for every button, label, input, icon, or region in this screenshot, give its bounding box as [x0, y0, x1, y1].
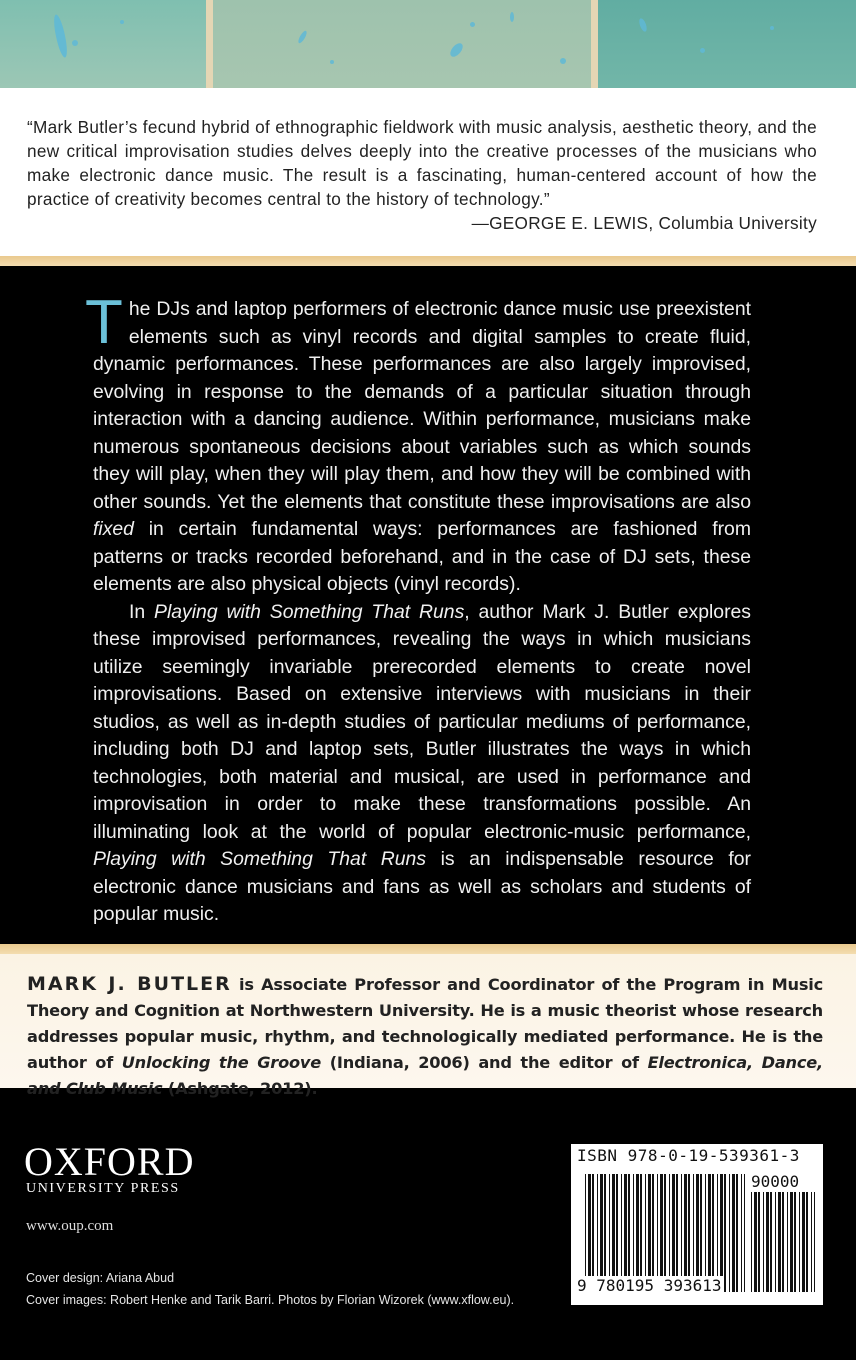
- barcode-bar: [621, 1174, 622, 1292]
- barcode-bar: [782, 1192, 784, 1292]
- barcode-bar: [758, 1192, 760, 1292]
- cover-images-credit: Cover images: Robert Henke and Tarik Barri. Photos by Florian Wizorek (www.xflow.eu).: [26, 1293, 515, 1307]
- barcode-bar: [628, 1174, 630, 1292]
- barcode-bar: [657, 1174, 658, 1292]
- barcode-bar: [688, 1174, 690, 1292]
- book-title: Playing with Something That Runs: [93, 848, 427, 870]
- barcode-bar: [763, 1192, 764, 1292]
- barcode-bar: [609, 1174, 610, 1292]
- barcode-bar: [799, 1192, 800, 1292]
- paint-splash: [770, 26, 774, 30]
- author-bio: [27, 971, 823, 1102]
- description-paragraph-1: [85, 288, 751, 599]
- cover-design-credit: Cover design: Ariana Abud: [26, 1271, 175, 1285]
- book-title: Unlocking the Groove: [121, 1053, 322, 1072]
- barcode-bar: [811, 1192, 812, 1292]
- barcode-bar: [744, 1174, 745, 1292]
- drop-cap: T: [85, 288, 123, 357]
- barcode-bar: [814, 1192, 815, 1292]
- barcode-bar: [794, 1192, 796, 1292]
- isbn-barcode: [571, 1144, 823, 1305]
- quote-attribution: —GEORGE E. LEWIS, Columbia University: [471, 213, 817, 233]
- barcode-bar: [724, 1174, 726, 1292]
- quote-text: “Mark Butler’s fecund hybrid of ethnographic fieldwork with music analysis, aesthetic theory, and the new critical improvisation studies delves deeply into the creative processes of the musicians who make electronic dance music. The result is a fascinating, human-centered account of how the practice of creativity becomes central to the history of technology.”: [27, 117, 817, 209]
- barcode-bar: [592, 1174, 594, 1292]
- barcode-bar: [802, 1192, 805, 1292]
- description-text: In: [129, 600, 155, 623]
- barcode-bar: [664, 1174, 666, 1292]
- barcode-bar: [624, 1174, 627, 1292]
- paint-splash: [120, 20, 124, 24]
- panel-divider: [591, 0, 598, 88]
- bio-text: is Associate Professor and Coordinator of the Program in Music Theory and Cognition at Northwestern University. He is a music theorist whose research addresses popular music, rhythm, and technologically mediated performance. He is the author of: [27, 975, 823, 1072]
- barcode-bar: [588, 1174, 591, 1292]
- description-text: he DJs and laptop performers of electronic dance music use preexistent elements such as vinyl records and digital samples to create fluid, dynamic performances. These performances are also largely improvised, evolving in response to the demands of a particular situation through interaction with a dancing audience. Within performance, musicians make numerous spontaneous decisions about variables such as which sounds they will play, when they will play them, and how they will be combined with other sounds. Yet the elements that constitute these improvisations are also: [93, 298, 751, 513]
- cover-image-band: [0, 0, 856, 88]
- barcode-bar: [693, 1174, 694, 1292]
- barcode-bar: [806, 1192, 808, 1292]
- barcode-bar: [790, 1192, 793, 1292]
- barcode-bar: [729, 1174, 730, 1292]
- barcode-bar: [684, 1174, 687, 1292]
- decorative-strip: [0, 256, 856, 266]
- barcode-bar: [787, 1192, 788, 1292]
- barcode-bar: [778, 1192, 781, 1292]
- barcode-bar: [751, 1192, 752, 1292]
- price-code: 90000: [751, 1172, 800, 1191]
- ean-number: 9 780195 393613: [577, 1276, 722, 1295]
- barcode-bars: [585, 1174, 745, 1292]
- book-title: Playing with Something That Runs: [154, 600, 465, 623]
- barcode-bar: [600, 1174, 603, 1292]
- paint-splash: [510, 12, 514, 22]
- barcode-bar: [616, 1174, 618, 1292]
- endorsement-quote: [27, 115, 817, 235]
- barcode-bar: [648, 1174, 651, 1292]
- barcode-bar: [754, 1192, 757, 1292]
- barcode-bar: [717, 1174, 718, 1292]
- barcode-bar: [604, 1174, 606, 1292]
- barcode-bar: [775, 1192, 776, 1292]
- paint-splash: [470, 22, 475, 27]
- panel-divider: [206, 0, 213, 88]
- book-description: [85, 288, 752, 929]
- barcode-bar: [597, 1174, 598, 1292]
- barcode-bar: [652, 1174, 654, 1292]
- paint-splash: [72, 40, 78, 46]
- paint-splash: [330, 60, 334, 64]
- barcode-bar: [696, 1174, 699, 1292]
- endorsement-quote-block: [0, 88, 856, 256]
- barcode-bar: [741, 1174, 742, 1292]
- isbn-number: ISBN 978-0-19-539361-3: [577, 1146, 800, 1165]
- publisher-url[interactable]: www.oup.com: [26, 1218, 114, 1234]
- barcode-bar: [669, 1174, 670, 1292]
- cover-image-panel-right: [598, 0, 856, 88]
- author-name: MARK J. BUTLER: [27, 973, 232, 995]
- barcode-bar: [681, 1174, 682, 1292]
- barcode-bar: [645, 1174, 646, 1292]
- barcode-bar: [700, 1174, 702, 1292]
- barcode-bar: [660, 1174, 663, 1292]
- addon-barcode-bars: [751, 1192, 815, 1292]
- bio-text: (Indiana, 2006) and the editor of: [321, 1053, 648, 1072]
- cover-image-panel-left: [0, 0, 206, 88]
- barcode-bar: [672, 1174, 675, 1292]
- barcode-bar: [708, 1174, 711, 1292]
- description-text: in certain fundamental ways: performances are fashioned from patterns or tracks recorded beforehand, and in the case of DJ sets, these elements are also physical objects (vinyl records).: [93, 518, 751, 595]
- barcode-bar: [705, 1174, 706, 1292]
- book-title: Electronica, Dance, and Club Music: [27, 1053, 823, 1098]
- barcode-bar: [766, 1192, 769, 1292]
- barcode-bar: [712, 1174, 714, 1292]
- barcode-bar: [720, 1174, 723, 1292]
- description-text: , author Mark J. Butler explores these improvised performances, revealing the ways in which musicians utilize seemingly invariable prerecorded elements to create novel improvisations. Based on extensive interviews with musicians in their studios, as well as in-depth studies of particular mediums of performance, including both DJ and laptop sets, Butler illustrates the ways in which technologies, both material and musical, are used in performance and improvisation in order to make these transformations possible. An illuminating look at the world of popular electronic-music performance,: [93, 600, 752, 843]
- author-bio-block: [0, 954, 856, 1098]
- decorative-strip: [0, 944, 856, 954]
- emphasis-text: fixed: [93, 518, 134, 540]
- cover-image-panel-center: [213, 0, 591, 88]
- paint-splash: [560, 58, 566, 64]
- barcode-bar: [612, 1174, 615, 1292]
- barcode-bar: [770, 1192, 772, 1292]
- barcode-bar: [732, 1174, 735, 1292]
- barcode-bar: [640, 1174, 642, 1292]
- bio-text: (Ashgate, 2012).: [162, 1079, 318, 1098]
- barcode-bar: [676, 1174, 678, 1292]
- description-text: is an indispensable resource for electronic dance musicians and fans as well as scholars and students of popular music.: [93, 848, 751, 925]
- paint-splash: [700, 48, 705, 53]
- barcode-bar: [636, 1174, 639, 1292]
- barcode-bar: [633, 1174, 634, 1292]
- publisher-subtitle: UNIVERSITY PRESS: [26, 1181, 180, 1196]
- barcode-bar: [736, 1174, 738, 1292]
- publisher-logo: OXFORD: [24, 1139, 195, 1184]
- barcode-bar: [585, 1174, 586, 1292]
- description-paragraph-2: [93, 599, 751, 929]
